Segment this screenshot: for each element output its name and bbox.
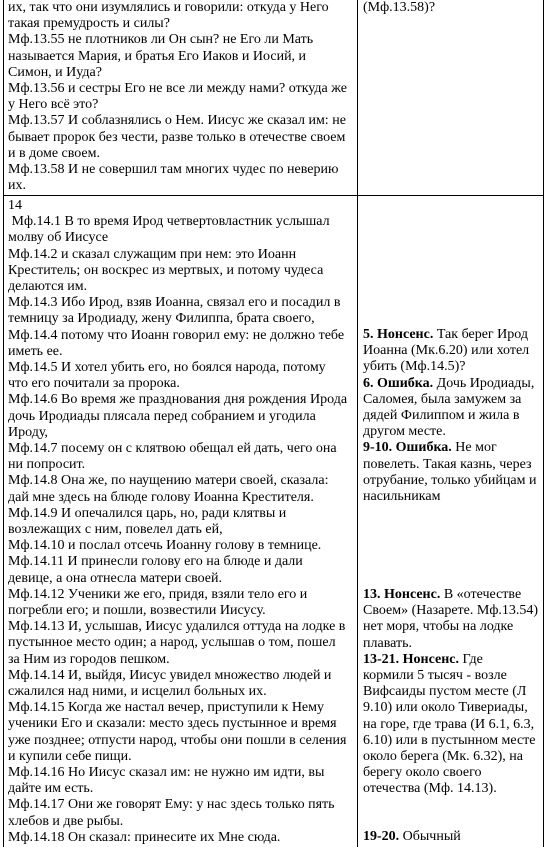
scripture-line: уже позднее; отпусти народ, чтобы они пошли в селения	[8, 732, 347, 748]
scripture-line: что его почитали за пророка.	[8, 376, 180, 392]
scripture-line: Симон, и Иуда?	[8, 64, 102, 80]
scripture-line: девице, а она отнесла матери своей.	[8, 570, 223, 586]
note-text: Дочь Иродиады,	[433, 375, 535, 391]
note-text: 6.10) или в пустынном месте	[363, 732, 536, 748]
note-text: В «отечестве	[440, 587, 522, 602]
note-heading: 5. Нонсенс.	[363, 327, 434, 342]
note-text: около берега (Мк. 6.32), на	[363, 749, 523, 764]
note-line	[363, 652, 483, 668]
note-line	[363, 684, 526, 700]
note-line	[363, 457, 531, 473]
note-text: Не мог	[451, 440, 497, 456]
note-line	[363, 327, 528, 343]
scripture-line: за Ним из городов пешком.	[8, 651, 170, 667]
note-text: Обычный	[399, 829, 461, 844]
scripture-line: иметь ее.	[8, 343, 63, 359]
note-line	[363, 829, 461, 845]
scripture-line: молву об Иисусе	[8, 230, 109, 246]
note-line	[363, 376, 534, 392]
note-line	[363, 636, 412, 652]
note-text: Вифсаиды пустом месте (Л	[363, 684, 527, 700]
scripture-line: возлежащих с ним, повелел дать ей,	[8, 522, 223, 537]
note-text: Саломея, была замужем за	[363, 391, 522, 407]
scripture-line: у Него всё это?	[8, 97, 99, 113]
scripture-line: Мф.14.3 Ибо Ирод, взяв Иоанна, связал его и посадил в	[8, 295, 341, 311]
scripture-line: Мф.14.17 Они же говорят Ему: у нас здесь только пять	[8, 797, 335, 813]
note-heading: 6. Ошибка.	[363, 375, 434, 391]
scripture-line: бывает пророк без чести, разве только в отечестве своем	[8, 129, 346, 145]
scripture-line: Мф.14.15 Когда же настал вечер, приступили к Нему	[8, 700, 325, 716]
scripture-line: Мф.14.18 Он сказал: принесите их Мне сюда.	[8, 829, 281, 845]
scripture-line: их.	[8, 178, 26, 194]
note-text: отрубание, только убийцам и	[363, 472, 537, 488]
note-text: насильникам	[363, 489, 441, 504]
scripture-line: Мф.14.9 И опечалился царь, но, ради клятвы и	[8, 505, 287, 521]
note-text: на горе, где трава (И 6.1, 6.3,	[363, 716, 535, 732]
scripture-line: Мф.14.16 Но Иисус сказал им: не нужно им идти, вы	[8, 765, 325, 780]
note-line	[363, 440, 497, 456]
scripture-line: Ироду,	[8, 424, 48, 440]
note-line	[363, 392, 521, 408]
note-heading: 9-10. Ошибка.	[363, 440, 452, 456]
scripture-line: Мф.14.10 и послал отсечь Иоанну голову в темнице.	[8, 538, 322, 554]
scripture-line: пустынное место один; а народ, услышав о том, пошел	[8, 635, 336, 651]
note-line	[363, 489, 440, 505]
scripture-line: Креститель; он воскрес из мертвых, и потому чудеса	[8, 262, 324, 278]
note-heading: 13. Нонсенс.	[363, 587, 441, 602]
scripture-line: Мф.14.7 посему он с клятвою обещал ей дать, чего она	[8, 441, 337, 456]
scripture-line: дай мне здесь на блюде голову Иоанна Крестителя.	[8, 489, 314, 505]
scripture-line: Мф.14.14 И, выйдя, Иисус увидел множество людей и	[8, 667, 332, 683]
scripture-line: ни попросит.	[8, 457, 86, 473]
scripture-line: и в доме своем.	[8, 145, 101, 161]
note-line	[363, 359, 466, 375]
note-text: Где	[459, 651, 483, 667]
note-heading: 19-20.	[363, 829, 400, 844]
note-heading: 13-21. Нонсенс.	[363, 651, 459, 667]
note-line	[363, 408, 519, 424]
scripture-line: Мф.13.55 не плотников ли Он сын? не Его ли Мать	[8, 32, 314, 48]
scripture-line: Мф.14.1 В то время Ирод четвертовластник услышал	[8, 214, 330, 230]
scripture-line: 14	[8, 198, 22, 213]
column-divider	[357, 0, 358, 847]
scripture-line: темницу за Иродиаду, жену Филиппа, брата своего,	[8, 311, 315, 327]
scripture-line: их, так что они изумлялись и говорили: откуда у Него	[8, 0, 329, 15]
note-line	[363, 733, 536, 749]
note-line	[363, 603, 538, 619]
scripture-line: погребли его; и пошли, возвестили Иисусу.	[8, 603, 266, 618]
scripture-line: Мф.14.6 Во время же празднования дня рождения Ирода	[8, 392, 348, 408]
scripture-line: дайте им есть.	[8, 781, 94, 797]
note-line	[363, 587, 521, 603]
scripture-line: делаются им.	[8, 279, 88, 294]
note-line	[363, 619, 513, 635]
note-line	[363, 781, 497, 797]
scripture-line: Мф.14.2 и сказал служащим при нем: это Иоанн	[8, 246, 297, 262]
scripture-line: Мф.14.4 потому что Иоанн говорил ему: не должно тебе	[8, 327, 345, 343]
note-line	[363, 749, 523, 765]
note-text: нет моря, чтобы на лодке	[363, 619, 514, 635]
scripture-line: Мф.13.57 И соблазнялись о Нем. Иисус же сказал им: не	[8, 113, 346, 129]
note-line	[363, 700, 528, 716]
row-divider	[3, 195, 544, 196]
note-text: плавать.	[363, 635, 412, 651]
note-line: (Мф.13.58)?	[363, 0, 436, 15]
note-text: кормили 5 тысяч - возле	[363, 668, 507, 683]
scripture-line: Мф.14.5 И хотел убить его, но боялся народа, потому	[8, 360, 326, 375]
note-line	[363, 668, 507, 684]
scripture-line: и купили себе пищи.	[8, 748, 132, 764]
note-line	[363, 473, 536, 489]
note-line	[363, 717, 534, 733]
scripture-line: дочь Иродиады плясала перед собранием и угодила	[8, 408, 316, 424]
note-text: Так берег Ирод	[433, 327, 529, 342]
note-text: отечества (Мф. 14.13).	[363, 781, 497, 797]
scripture-line: ученики Его и сказали: место здесь пустынное и время	[8, 716, 337, 732]
scripture-line: называется Мария, и братья Его Иаков и Иосий, и	[8, 48, 307, 64]
scripture-line: Мф.14.8 Она же, по наущению матери своей, сказала:	[8, 473, 329, 489]
scripture-line: Мф.13.58 И не совершил там многих чудес по неверию	[8, 162, 339, 177]
note-text: берегу около своего	[363, 765, 482, 781]
note-text: Своем» (Назарете. Мф.13.54)	[363, 603, 539, 619]
note-line	[363, 343, 529, 359]
scripture-line: Мф.13.56 и сестры Его не все ли между нами? откуда же	[8, 81, 347, 96]
note-text: дядей Филиппом и жила в	[363, 408, 520, 423]
note-line	[363, 424, 446, 440]
scripture-line: Мф.14.13 И, услышав, Иисус удалился оттуда на лодке в	[8, 619, 346, 635]
note-text: другом месте.	[363, 424, 446, 440]
scripture-line: Мф.14.12 Ученики же его, придя, взяли тело его и	[8, 586, 308, 602]
note-text: 9.10) или около Тивериады,	[363, 700, 528, 716]
scripture-line: хлебов и две рыбы.	[8, 813, 124, 829]
note-text: повелеть. Такая казнь, через	[363, 456, 532, 472]
note-text: Иоанна (Мк.6.20) или хотел	[363, 343, 530, 359]
note-text: убить (Мф.14.5)?	[363, 359, 466, 375]
scripture-line: Мф.14.11 И принесли голову его на блюде и дали	[8, 554, 303, 570]
note-line	[363, 765, 482, 781]
scripture-line: такая премудрость и силы?	[8, 16, 170, 32]
scripture-line: сжалился над ними, и исцелил больных их.	[8, 684, 267, 699]
